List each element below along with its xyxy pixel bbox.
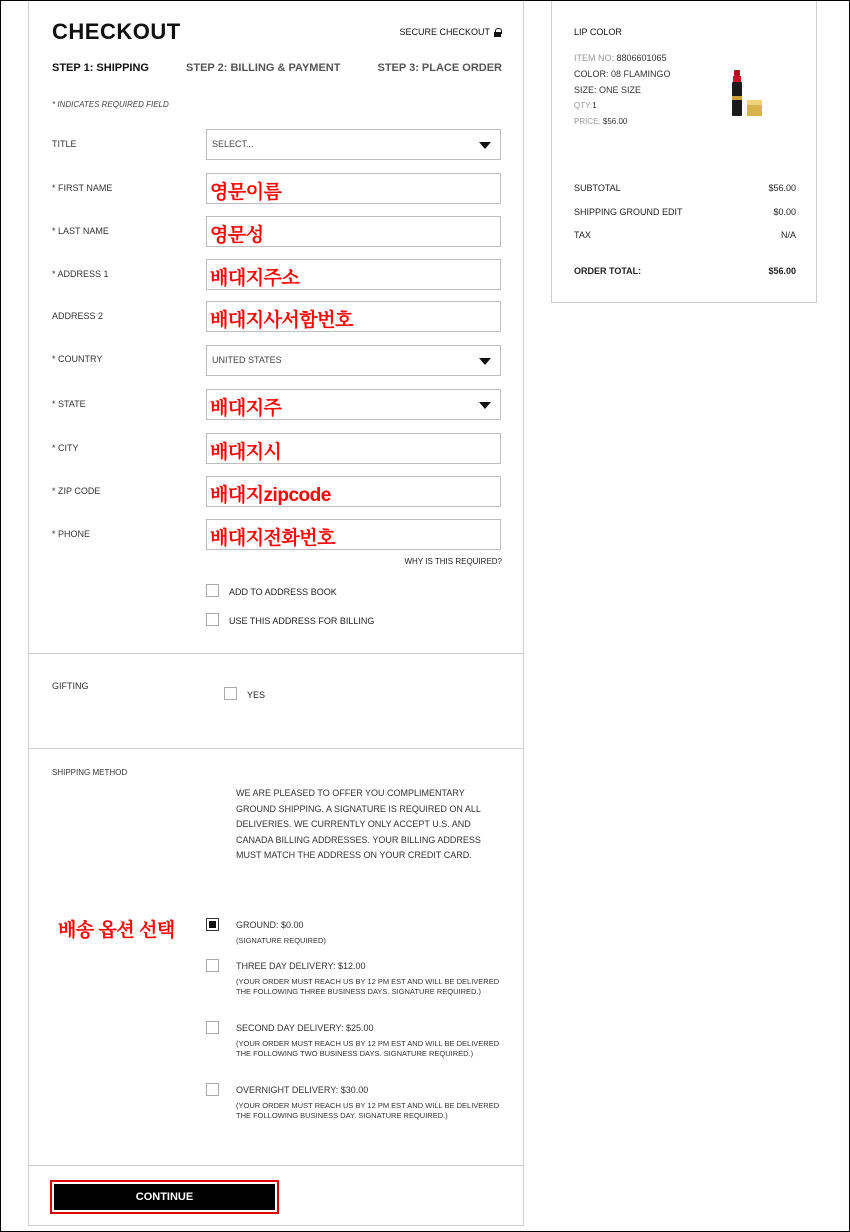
use-for-billing-checkbox[interactable] [206,613,219,626]
address1-value: 배대지주소 [210,268,300,289]
gifting-yes-checkbox[interactable] [224,687,237,700]
zip-value: 배대지zipcode [210,485,331,506]
address1-label: * ADDRESS 1 [52,269,109,279]
page-title: CHECKOUT [52,19,181,44]
shipping-option-annotation: 배송 옵션 선택 [58,920,175,941]
summary-tax-label: TAX [574,230,591,240]
item-price-value: $56.00 [602,117,628,126]
lipstick-image [730,70,766,120]
shipping-option-three-day-title: THREE DAY DELIVERY: $12.00 [236,961,366,971]
city-label: * CITY [52,443,79,453]
why-required-link[interactable]: WHY IS THIS REQUIRED? [404,557,502,566]
item-number-key: ITEM NO: [574,53,614,63]
add-to-address-book-checkbox[interactable] [206,584,219,597]
first-name-label: * FIRST NAME [52,183,113,193]
summary-shipping-label: SHIPPING GROUND EDIT [574,207,683,217]
divider [29,1165,523,1166]
zip-label: * ZIP CODE [52,486,101,496]
item-size: SIZE: ONE SIZE [574,85,642,95]
step-place-order: STEP 3: PLACE ORDER [377,62,502,74]
summary-tax-value: N/A [780,230,796,240]
continue-button[interactable]: CONTINUE [54,1184,275,1210]
checkout-panel [28,0,524,1226]
last-name-field[interactable] [206,216,501,247]
first-name-field[interactable] [206,173,501,204]
address2-value: 배대지사서함번호 [210,310,353,331]
checkout-steps [52,62,502,74]
last-name-label: * LAST NAME [52,226,109,236]
required-field-note: * INDICATES REQUIRED FIELD [52,100,169,109]
state-label: * STATE [52,399,86,409]
last-name-value: 영문성 [210,225,264,246]
shipping-option-second-day-radio[interactable] [206,1021,219,1034]
shipping-option-second-day-title: SECOND DAY DELIVERY: $25.00 [236,1023,374,1033]
summary-subtotal-value: $56.00 [768,183,796,193]
phone-value: 배대지전화번호 [210,528,335,549]
state-select[interactable] [206,389,501,420]
divider [29,653,523,654]
address2-label: ADDRESS 2 [52,311,104,321]
chevron-down-icon [479,402,491,409]
shipping-option-ground-radio[interactable] [206,918,219,931]
summary-shipping-value: $0.00 [773,207,796,217]
shipping-method-label: SHIPPING METHOD [52,768,128,777]
item-qty-key: QTY: [574,101,593,110]
shipping-option-ground-sub: (SIGNATURE REQUIRED) [236,936,326,945]
shipping-option-overnight-sub: (YOUR ORDER MUST REACH US BY 12 PM EST AND WILL BE DELIVERED THE FOLLOWING BUSINESS DAY. SIGNATURE REQUIRED.) [236,1101,500,1120]
chevron-down-icon [479,358,491,365]
city-field[interactable] [206,433,501,464]
item-number [574,53,667,63]
summary-tax [574,230,796,240]
item-price [574,117,627,126]
summary-subtotal [574,183,796,193]
gifting-yes-label: YES [247,690,266,700]
step-shipping: STEP 1: SHIPPING [52,62,149,74]
chevron-down-icon [479,142,491,149]
address2-field[interactable] [206,301,501,332]
item-color: COLOR: 08 FLAMINGO [574,69,671,79]
lock-icon [494,28,501,37]
secure-checkout-label: SECURE CHECKOUT [399,27,490,37]
title-select-value: SELECT... [212,139,254,149]
summary-subtotal-label: SUBTOTAL [574,183,621,193]
add-to-address-book-label: ADD TO ADDRESS BOOK [229,587,337,597]
shipping-option-three-day-radio[interactable] [206,959,219,972]
phone-label: * PHONE [52,529,91,539]
divider [29,748,523,749]
country-label: * COUNTRY [52,354,103,364]
city-value: 배대지시 [210,442,282,463]
shipping-option-second-day-sub: (YOUR ORDER MUST REACH US BY 12 PM EST AND WILL BE DELIVERED THE FOLLOWING TWO BUSINESS DAYS. SIGNATURE REQUIRED.) [236,1039,500,1058]
shipping-option-three-day-sub: (YOUR ORDER MUST REACH US BY 12 PM EST AND WILL BE DELIVERED THE FOLLOWING THREE BUSINESS DAYS. SIGNATURE REQUIRED.) [236,977,500,996]
step-billing-payment: STEP 2: BILLING & PAYMENT [186,62,341,74]
order-summary [551,0,817,303]
item-number-value: 8806601065 [616,53,667,63]
secure-checkout [399,27,501,37]
first-name-value: 영문이름 [210,182,282,203]
title-label: TITLE [52,139,77,149]
summary-order-total-value: $56.00 [768,266,796,276]
item-price-key: PRICE: [574,117,601,126]
phone-field[interactable] [206,519,501,550]
use-for-billing-label: USE THIS ADDRESS FOR BILLING [229,616,375,626]
address1-field[interactable] [206,259,501,290]
title-select[interactable] [206,129,501,160]
summary-shipping [574,207,796,217]
country-select[interactable] [206,345,501,376]
item-qty [574,101,597,110]
country-select-value: UNITED STATES [212,355,282,365]
zip-field[interactable] [206,476,501,507]
item-qty-value: 1 [592,101,597,110]
shipping-option-overnight-radio[interactable] [206,1083,219,1096]
summary-order-total [574,266,796,276]
state-select-value: 배대지주 [210,398,282,419]
product-name: LIP COLOR [574,27,622,37]
shipping-option-ground-title: GROUND: $0.00 [236,920,304,930]
continue-highlight [50,1180,279,1214]
summary-order-total-label: ORDER TOTAL: [574,266,642,276]
gifting-label: GIFTING [52,681,89,691]
shipping-option-overnight-title: OVERNIGHT DELIVERY: $30.00 [236,1085,369,1095]
shipping-description: WE ARE PLEASED TO OFFER YOU COMPLIMENTARY GROUND SHIPPING. A SIGNATURE IS REQUIRED ON ALL DELIVERIES. WE CURRENTLY ONLY ACCEPT U.S. AND CANADA BILLING ADDRESSES. YOUR BILLING ADDRESS MUST MATCH THE ADDRESS ON YOUR CREDIT CARD. [236,788,481,860]
